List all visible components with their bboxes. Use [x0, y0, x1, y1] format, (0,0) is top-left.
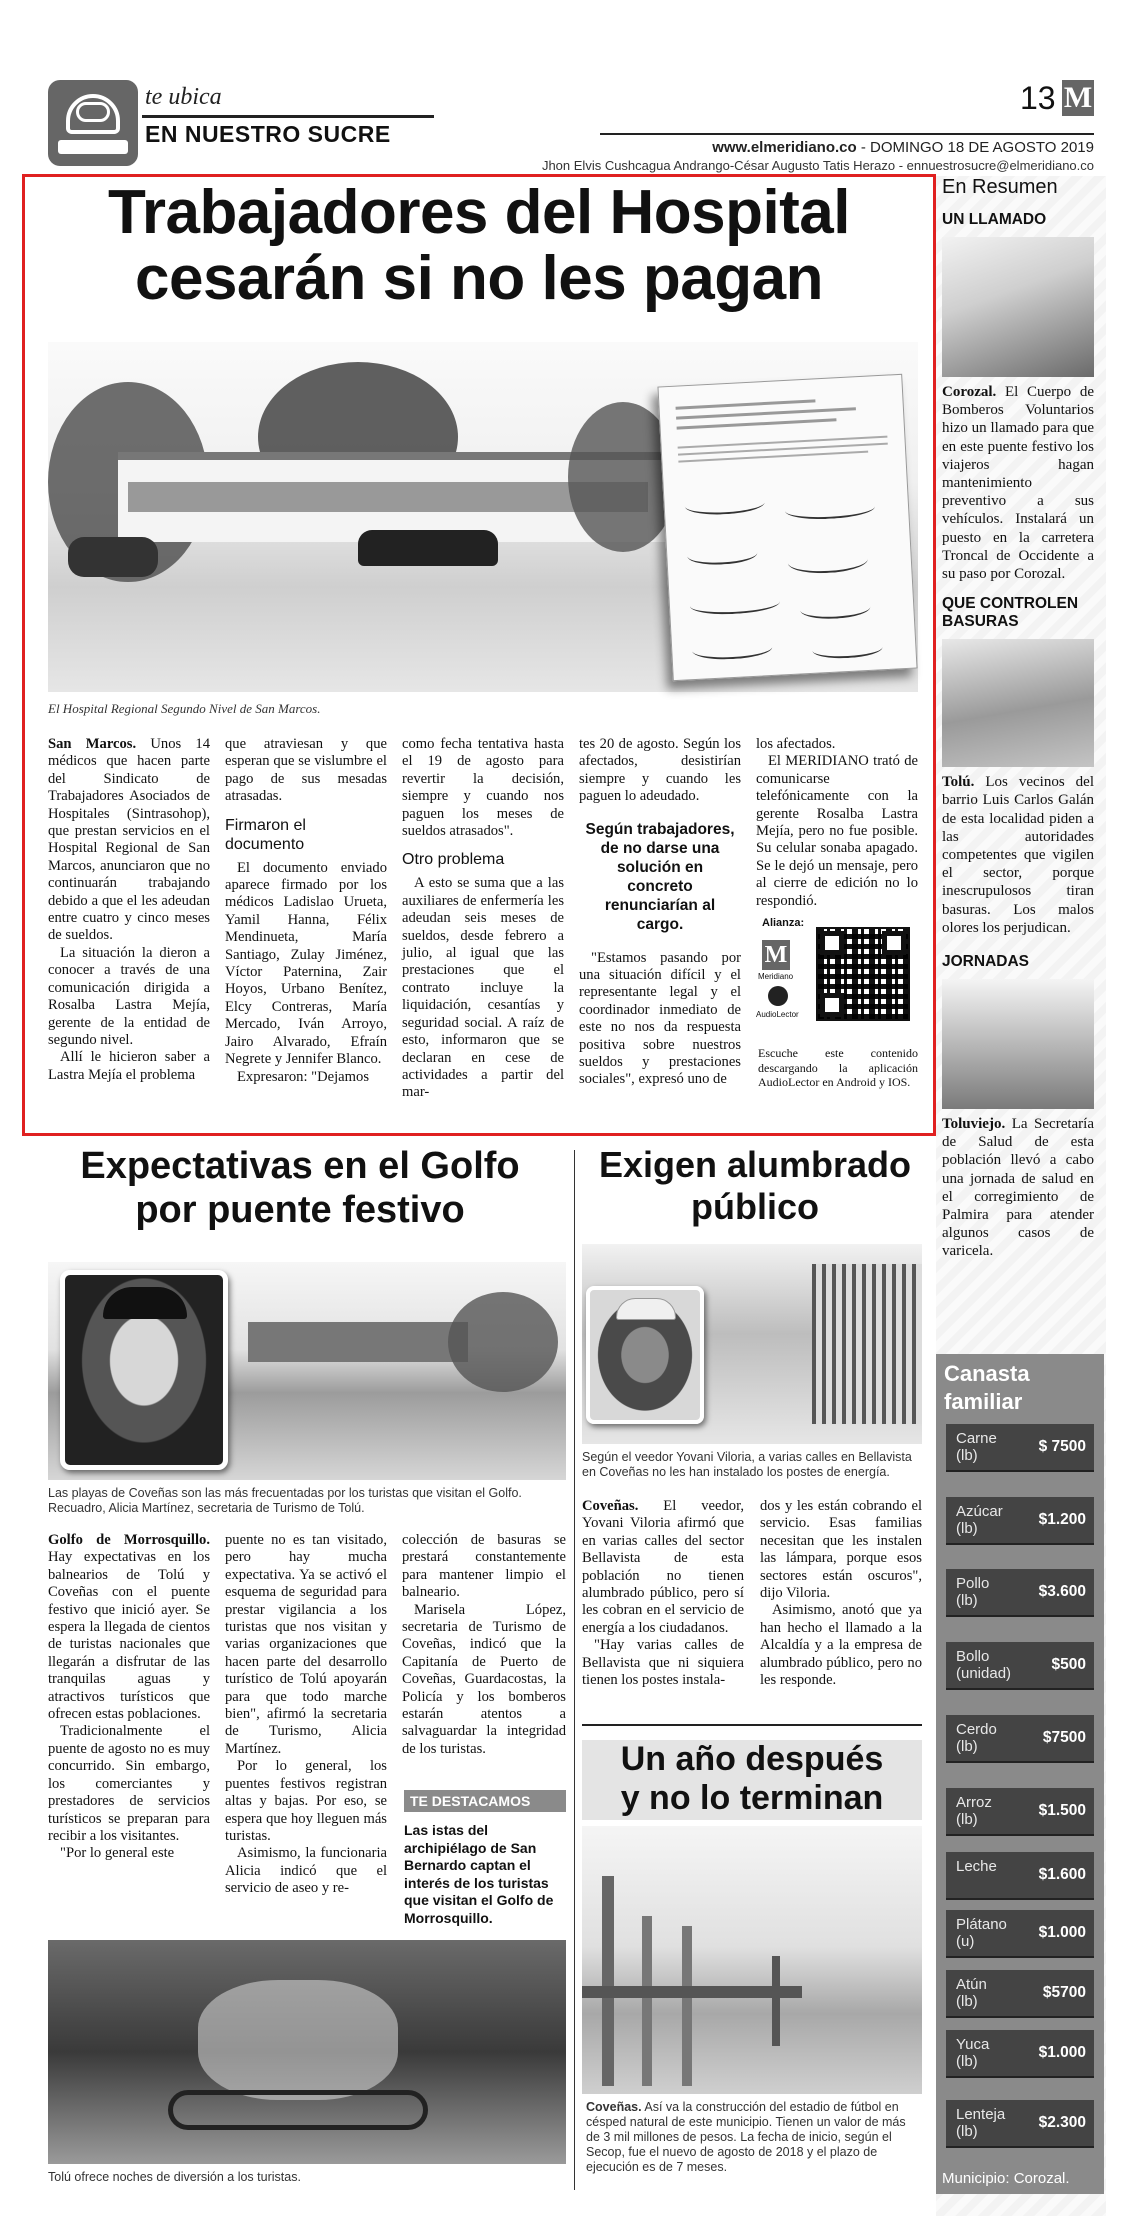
price-row [946, 1910, 1094, 1958]
sidebar-photo-garbage [942, 639, 1094, 767]
sidebar-column [942, 176, 1094, 1261]
alumbrado-col-1: Coveñas. El veedor, Yovani Viloria afirmó que en varias calles del sector Bellavista de esta población no tienen alumbrado público, pero sí les cobran en el servicio de energía a los ciudadanos. "Hay varias calles de Bellavista que ni siquiera tienen los postes instala- [582, 1498, 744, 1689]
section-kicker: te ubica [145, 84, 222, 110]
alumbrado-photo-caption: Según el veedor Yovani Viloria, a varias calles en Bellavista en Coveñas no les han instalado los postes de energía. [582, 1450, 912, 1479]
audiolector-logo-icon [768, 986, 788, 1006]
price-item-value: $1.000 [1038, 1924, 1086, 1941]
header-rule [600, 133, 1094, 135]
canasta-title: Canasta familiar [944, 1361, 1030, 1414]
inset-portrait-viloria [586, 1286, 704, 1424]
newspaper-logo: M [1063, 81, 1093, 114]
alianza-brand-2: AudioLector [756, 1010, 799, 1019]
municipio-note: Municipio: Corozal. [942, 2170, 1070, 2187]
price-item-name: Atún (lb) [956, 1976, 987, 2010]
tolu-night-photo [48, 1940, 566, 2164]
sidebar-photo-road [942, 237, 1094, 377]
price-row [946, 1424, 1094, 1472]
price-item-value: $5700 [1042, 1984, 1086, 2001]
price-item-value: $1.000 [1038, 2044, 1086, 2061]
alumbrado-col-2: dos y les están cobrando el servicio. Esas familias necesitan que les instalen las lámpara, porque esos sectores están oscuros", dijo Viloria. Asimismo, anotó que ya han hecho el llamado a la Alcaldía y a la empresa de alumbrado público, pero no les responde. [760, 1498, 922, 1689]
price-row [946, 2030, 1094, 2078]
price-item-name: Leche [956, 1858, 997, 1875]
main-col-4: tes 20 de agosto. Según los afectados, desistirían siempre y cuando les paguen lo adeudado. Según trabajadores, de no darse una solución en concreto renunciarían al cargo. "Estamos pasando por una situación difícil y el representante legal y el coordinador inmediato de este no nos da respuesta positiva sobre nuestros sueldos y prestaciones sociales", expresó uno de [579, 736, 741, 1088]
price-item-name: Bollo (unidad) [956, 1648, 1012, 1682]
price-row [946, 2100, 1094, 2148]
price-item-name: Plátano (u) [956, 1916, 1007, 1950]
price-row [946, 1569, 1094, 1617]
sidebar-item2-text: Tolú. Los vecinos del barrio Luis Carlos Galán de esta localidad piden a las autoridades competentes que vigilen el sector, porque inescrupulosos tiran basuras. Los malos olores los perjudican. [942, 774, 1094, 936]
section-rule [142, 115, 434, 118]
price-item-name: Azúcar (lb) [956, 1503, 1003, 1537]
price-item-value: $1.200 [1038, 1511, 1086, 1528]
tolu-photo-caption: Tolú ofrece noches de diversión a los turistas. [48, 2170, 301, 2184]
audio-note: Escuche este contenido descargando la aplicación AudioLector en Android y IOS. [758, 1046, 918, 1089]
section-logo [48, 80, 138, 166]
sidebar-item3-head: JORNADAS [942, 953, 1029, 971]
letter-document-image [657, 374, 917, 681]
price-item-value: $1.500 [1038, 1802, 1086, 1819]
price-row [946, 1642, 1094, 1690]
price-item-name: Yuca (lb) [956, 2036, 990, 2070]
page-number: 13 [1020, 80, 1056, 116]
price-row [946, 1497, 1094, 1545]
main-col-3: como fecha tentativa hasta el 19 de agosto para revertir la decisión, siempre y cuando nos paguen los meses de sueldos atrasados". Otro problema A esto se suma que a las auxiliares de enfermería les adeudan seis meses de sueldos, desde febrero a julio, al igual que las prestaciones que el contrato incluye la liquidación, cesantías y seguridad social. A raíz de esto, informaron que se declaran en cese de actividades a partir del mar- [402, 736, 564, 1101]
sidebar-item1-text: Corozal. El Cuerpo de Bomberos Voluntarios hizo un llamado para que en este puente festivo los viajeros hagan mantenimiento preventivo a sus vehículos. Instalará un puesto en la carretera Troncal de Occidente a su paso por Corozal. [942, 384, 1094, 583]
main-col-1: San Marcos. Unos 14 médicos que hacen parte del Sindicato de Trabajadores Asociados de Hospitales (Sintrasohop), que prestan servicios en el Hospital Regional de San Marcos, anunciaron que no continuarán trabajando debido a que el les adeudan entre cuatro y cinco meses de sueldos. La situación la dieron a conocer a través de una comunicación dirigida a Rosalba Lastra Mejía, gerente de la entidad de segundo nivel. Allí le hicieron saber a Lastra Mejía el problema [48, 736, 210, 1083]
te-destacamos-text: Las istas del archipiélago de San Bernardo captan el interés de los turistas que visitan el Golfo de Morrosquillo. [404, 1822, 554, 1926]
sidebar-item2-head: QUE CONTROLEN BASURAS [942, 595, 1079, 631]
pull-quote: Según trabajadores, de no darse una solución en concreto renunciarían al cargo. [585, 820, 735, 933]
golfo-photo-caption: Las playas de Coveñas son las más frecuentadas por los turistas que visitan el Golfo. Recuadro, Alicia Martínez, secretaria de Turismo de Tolú. [48, 1486, 522, 1515]
sidebar-photo-health [942, 979, 1094, 1109]
golfo-col-2: puente no es tan visitado, pero hay mucha expectativa. Ya se activó el esquema de seguridad para prestar vigilancia a los turistas que nos visitan y varias organizaciones que hacen parte del desarrollo turístico de Tolú apoyarán para que todo marche bien", afirmó la secretaria de Turismo, Alicia Martínez. Por lo general, los puentes festivos registran altas y bajas. Por eso, se espera que hoy lleguen más turistas. Asimismo, la funcionaria Alicia indicó que el servicio de aseo y re- [225, 1532, 387, 1897]
price-item-value: $ 7500 [1038, 1438, 1086, 1455]
inset-portrait-martinez [60, 1270, 228, 1470]
price-row [946, 1852, 1094, 1900]
main-photo-caption: El Hospital Regional Segundo Nivel de San Marcos. [48, 701, 321, 716]
golfo-headline: Expectativas en el Golfo por puente festivo [80, 1145, 520, 1231]
sidebar-item1-head: UN LLAMADO [942, 211, 1047, 228]
alumbrado-headline: Exigen alumbrado público [598, 1144, 912, 1227]
price-item-value: $3.600 [1038, 1583, 1086, 1600]
column-divider [574, 1150, 575, 2190]
price-item-name: Pollo (lb) [956, 1575, 990, 1609]
price-row [946, 1715, 1094, 1763]
price-item-name: Carne (lb) [956, 1430, 997, 1464]
estadio-headline: Un año después y no lo terminan [620, 1740, 884, 1817]
price-item-value: $1.600 [1038, 1866, 1086, 1883]
byline: Jhon Elvis Cushcagua Andrango-César Augusto Tatis Herazo - ennuestrosucre@elmeridiano.co [541, 158, 1094, 173]
main-headline: Trabajadores del Hospital cesarán si no les pagan [107, 178, 851, 313]
te-destacamos-label: TE DESTACAMOS [404, 1790, 566, 1812]
price-item-name: Lenteja (lb) [956, 2106, 1006, 2140]
price-item-value: $2.300 [1038, 2114, 1086, 2131]
meridiano-small-logo: M [762, 940, 790, 970]
qr-code[interactable] [816, 927, 910, 1021]
price-row [946, 1970, 1094, 2018]
alianza-label: Alianza: [762, 917, 805, 929]
dateline: www.elmeridiano.co - DOMINGO 18 DE AGOSTO 2019 [712, 139, 1094, 156]
main-col-2: que atraviesan y que esperan que se vislumbre el pago de sus mesadas atrasadas. Firmaron el documento El documento enviado aparece firmado por los médicos Ladislao Urueta, Yamil Hanna, Félix Mendinueta, María Santiago, Zulay Jiménez, Víctor Paternina, Zair Hoyos, Urbano Benítez, Elcy Contreras, María Mercado, Iván Arroyo, Jairo Alvarado, Efraín Negrete y Jennifer Blanco. Expresaron: "Dejamos [225, 736, 387, 1085]
stadium-construction-photo [582, 1826, 922, 2094]
sidebar-title: En Resumen [942, 176, 1058, 198]
price-item-value: $500 [1051, 1656, 1086, 1673]
price-item-name: Cerdo (lb) [956, 1721, 997, 1755]
main-col-5: los afectados. El MERIDIANO trató de comunicarse telefónicamente con la gerente Rosalba Lastra Mejía, pero no fue posible. Su celular sonaba apagado. Se le dejó un mensaje, pero al cierre de edición no lo respondió. [756, 736, 918, 909]
alianza-brand-1: Meridiano [758, 972, 794, 981]
estadio-caption: Coveñas. Así va la construcción del estadio de fútbol en césped natural de este municipio. Tienen un valor de más de 3 mil millones de pesos. La fecha de inicio, según el Secop, fue el nuevo de agosto de 2018 y el plazo de ejecución es de 7 meses. [586, 2100, 906, 2174]
price-row [946, 1788, 1094, 1836]
golfo-col-1: Golfo de Morrosquillo. Hay expectativas en los balnearios de Tolú y Coveñas con el puente festivo que inició ayer. Se espera la llegada de cientos de turistas nacionales que llegarán a disfrutar de las tranquilas aguas y atractivos turísticos que ofrecen estas poblaciones. Tradicionalmente el puente de agosto no es muy concurrido. Sin embargo, los comerciantes y prestadores de servicios turísticos se preparan para recibir a los visitantes. "Por lo general este [48, 1532, 210, 1862]
price-item-value: $7500 [1042, 1729, 1086, 1746]
golfo-col-3: colección de basuras se prestará constantemente para mantener limpio el balneario. Marisela López, secretaria de Turismo de Coveñas, indicó que la Capitanía de Puerto de Coveñas, Guardacostas, la Policía y los bomberos estarán atentos a salvaguardar la integridad de los turistas. [402, 1532, 566, 1757]
estadio-rule [582, 1724, 922, 1726]
section-name: EN NUESTRO SUCRE [145, 121, 391, 147]
price-item-name: Arroz (lb) [956, 1794, 992, 1828]
sidebar-item3-text: Toluviejo. La Secretaría de Salud de esta población llevó a cabo una jornada de salud en el corregimiento de Palmira para atender algunos casos de varicela. [942, 1116, 1094, 1260]
